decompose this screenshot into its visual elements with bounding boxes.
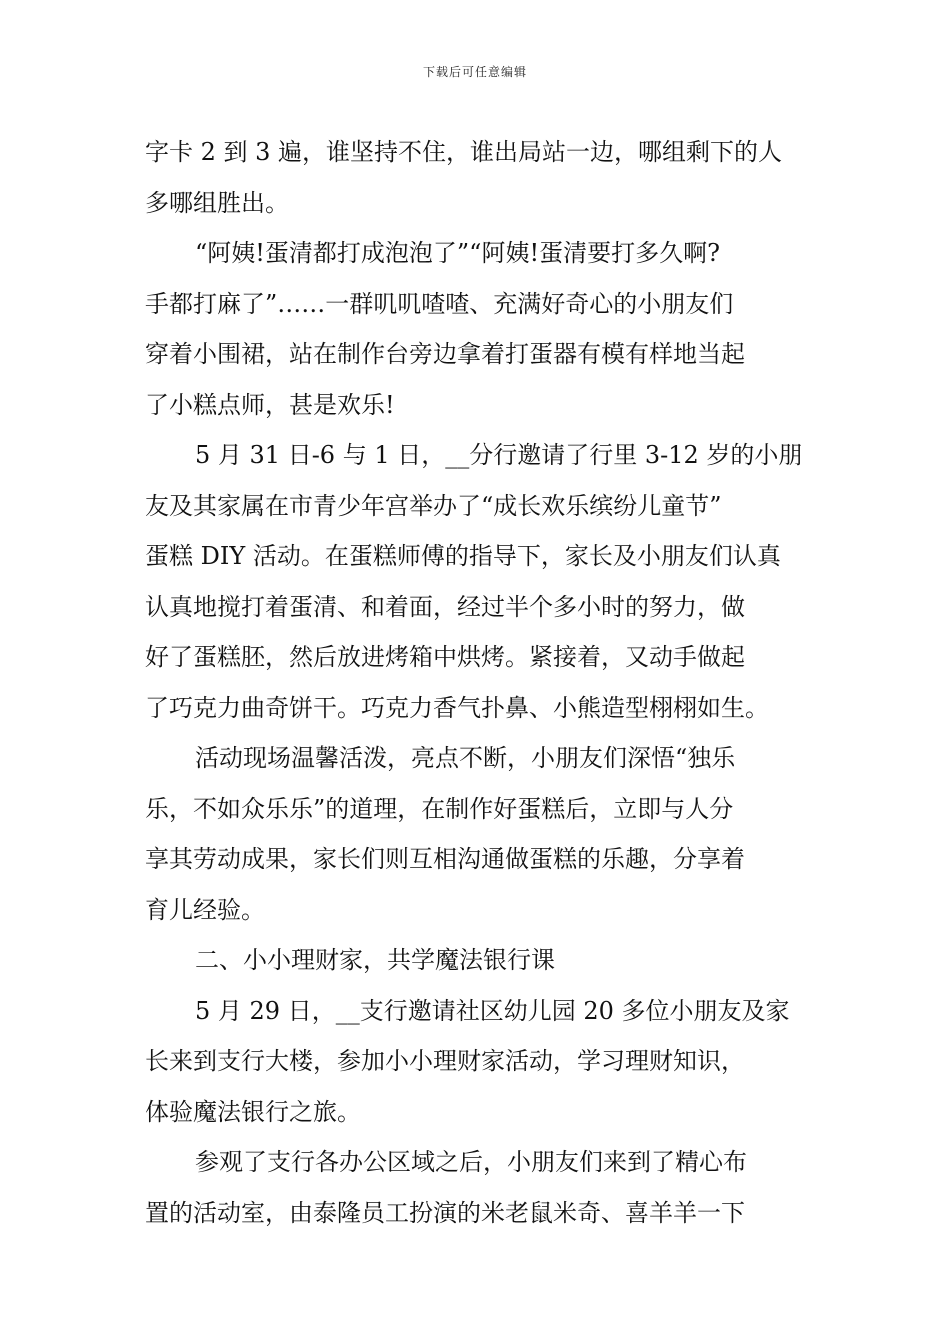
paragraph-start-line: 参观了支行各办公区域之后，小朋友们来到了精心布 [195, 1148, 747, 1176]
text-line: 手都打麻了”……一群叽叽喳喳、充满好奇心的小朋友们 [145, 289, 734, 318]
text-line: 育儿经验。 [145, 895, 265, 924]
text-line: 穿着小围裙，站在制作台旁边拿着打蛋器有模有样地当起 [145, 340, 745, 368]
paragraph-start-line: 活动现场温馨活泼，亮点不断，小朋友们深悟“独乐 [195, 744, 736, 772]
paragraph-start-line: “阿姨!蛋清都打成泡泡了”“阿姨!蛋清要打多久啊? [195, 239, 720, 267]
text-line: 体验魔法银行之旅。 [145, 1097, 361, 1126]
text-line: 享其劳动成果，家长们则互相沟通做蛋糕的乐趣，分享着 [145, 845, 745, 873]
text-line: 乐，不如众乐乐”的道理，在制作好蛋糕后，立即与人分 [145, 794, 734, 823]
document-body [145, 127, 810, 1238]
text-line: 字卡 2 到 3 遍，谁坚持不住，谁出局站一边，哪组剩下的人 [145, 138, 783, 166]
text-line: 了小糕点师，甚是欢乐! [145, 390, 395, 419]
text-line: 了巧克力曲奇饼干。巧克力香气扑鼻、小熊造型栩栩如生。 [145, 693, 769, 722]
text-line: 认真地搅打着蛋清、和着面，经过半个多小时的努力，做 [145, 592, 745, 621]
text-line: 长来到支行大楼，参加小小理财家活动，学习理财知识， [145, 1047, 745, 1075]
text-line: 多哪组胜出。 [145, 188, 289, 217]
paragraph-start-line: 5 月 29 日，__支行邀请社区幼儿园 20 多位小朋友及家 [195, 996, 790, 1025]
text-line: 置的活动室，由泰隆员工扮演的米老鼠米奇、喜羊羊一下 [145, 1198, 745, 1227]
paragraph-start-line: 5 月 31 日-6 与 1 日，__分行邀请了行里 3-12 岁的小朋 [195, 441, 803, 469]
page-header: 下载后可任意编辑 [422, 65, 527, 79]
text-line: 友及其家属在市青少年宫举办了“成长欢乐缤纷儿童节” [145, 491, 722, 520]
text-line: 蛋糕 DIY 活动。在蛋糕师傅的指导下，家长及小朋友们认真 [145, 542, 781, 570]
text-line: 好了蛋糕胚，然后放进烤箱中烘烤。紧接着，又动手做起 [145, 643, 745, 671]
section-heading: 二、小小理财家，共学魔法银行课 [195, 946, 555, 974]
